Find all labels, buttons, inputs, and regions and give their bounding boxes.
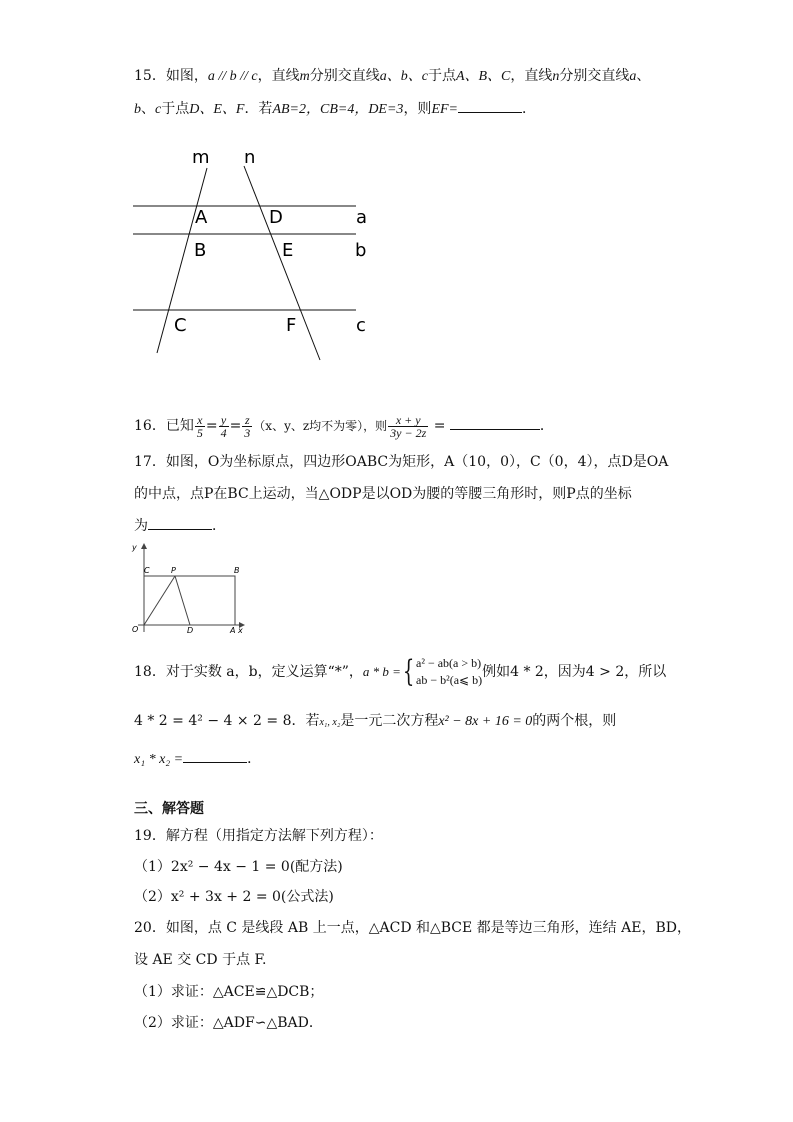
q18-piecewise (416, 655, 482, 689)
frac-num: y (219, 414, 229, 427)
q18-text: ． (247, 751, 262, 767)
section-title: 三、解答题 (134, 801, 204, 817)
q15-text: ，直线 (510, 68, 553, 84)
label-E: E (282, 240, 294, 261)
segment-OP (144, 576, 175, 625)
label-D: D (187, 626, 194, 635)
label-P: P (171, 566, 176, 575)
q15-parallel: a // b // c (207, 69, 258, 84)
q18-case2: ab − b²(a⩽ b) (416, 673, 483, 687)
q18-line2 (134, 711, 616, 733)
label-c: c (356, 315, 366, 336)
q20-part1: （1）求证：△ACE≌△DCB； (134, 984, 324, 1000)
q16-answer-blank[interactable] (450, 415, 540, 430)
q15-text: 于点 (161, 101, 190, 117)
label-O: O (132, 625, 139, 634)
rect-OABC (144, 576, 235, 625)
q18-text: 18．对于实数 a，b，定义运算“*”， (134, 664, 363, 680)
label-A: A (230, 626, 236, 635)
q15-text: ，直线 (257, 68, 300, 84)
q15-text: 分别交直线 (309, 68, 380, 84)
q15-ef: EF= (431, 102, 458, 117)
frac-num: x (195, 414, 205, 427)
q19-part1: （1）2x² − 4x − 1 = 0(配方法) (134, 859, 343, 875)
line-n (244, 166, 320, 360)
frac-den: 3y − 2z (390, 425, 427, 440)
q15-text: 、 (141, 101, 155, 117)
q16-frac-x5 (195, 414, 205, 439)
q17-line1: 17．如图，O为坐标原点，四边形OABC为矩形，A（10，0），C（0，4），点D是OA (134, 454, 669, 470)
q15-m: m (299, 69, 310, 84)
q15-text: ．若 (244, 101, 273, 117)
label-n: n (244, 147, 256, 168)
q15-text: ，则 (403, 101, 432, 117)
q16-frac-z3 (242, 414, 252, 439)
q18-expr: x₁ * x₂ = (134, 752, 184, 767)
q15-lines-abc: a、b、c (379, 69, 428, 84)
q15-a: a (629, 69, 637, 84)
q15-n: n (552, 69, 560, 84)
y-arrow (141, 543, 147, 549)
q16-condition: （x、y、z均不为零），则 (253, 419, 388, 433)
label-F: F (286, 315, 297, 336)
q15-text: 、 (636, 68, 651, 84)
q17-line2: 的中点，点P在BC上运动，当△ODP是以OD为腰的等腰三角形时，则P点的坐标 (134, 486, 632, 502)
q15-points-def: D、E、F (189, 102, 245, 117)
q15-answer-blank[interactable] (458, 98, 522, 113)
label-x: x (238, 626, 243, 635)
q18-line1 (134, 652, 666, 692)
q17-text: 为 (134, 518, 148, 534)
q17-figure (128, 540, 253, 640)
q15-line1 (134, 66, 650, 87)
label-C: C (174, 315, 187, 336)
q18-line3 (134, 748, 261, 770)
label-B: B (234, 566, 240, 575)
q15-text: 分别交直线 (559, 68, 630, 84)
q16-eq: = (229, 418, 242, 434)
q18-case1: a² − ab(a > b) (416, 656, 482, 670)
q18-answer-blank[interactable] (183, 748, 247, 763)
label-B: B (194, 240, 207, 261)
q15-figure (128, 140, 388, 370)
frac-den: 3 (244, 425, 251, 440)
q15-condition: AB=2，CB=4，DE=3 (272, 102, 404, 117)
q18-text: 的两个根，则 (532, 713, 617, 729)
label-b: b (355, 240, 367, 261)
q15-text: 于点 (427, 68, 456, 84)
segment-PD (175, 576, 190, 625)
q17-line3 (134, 515, 226, 536)
q17-answer-blank[interactable] (148, 515, 212, 530)
frac-num: x + y (388, 414, 428, 427)
q16-text: 16．已知 (134, 418, 194, 434)
label-a: a (356, 207, 368, 228)
q18-text: 是一元二次方程 (340, 713, 439, 729)
label-C: C (144, 566, 150, 575)
q17-text: ． (212, 518, 226, 534)
q15-b: b (134, 102, 141, 117)
q18-roots: x₁, x₂ (319, 717, 341, 728)
q18-example: 例如4 * 2，因为4 > 2，所以 (482, 664, 667, 680)
q18-text: 4 * 2 = 4² − 4 × 2 = 8．若 (134, 713, 320, 729)
q15-c: c (155, 102, 162, 117)
label-A: A (195, 207, 208, 228)
brace-icon: { (402, 654, 415, 689)
frac-den: 4 (220, 425, 227, 440)
q15-text: ． (522, 101, 536, 117)
q16-frac-y4 (219, 414, 229, 439)
q18-definition: a * b = (362, 664, 401, 679)
frac-num: z (242, 414, 252, 427)
q20-line2: 设 AE 交 CD 于点 F. (134, 952, 267, 968)
q16-frac-result (388, 414, 428, 439)
frac-den: 5 (196, 425, 203, 440)
label-m: m (192, 147, 210, 168)
q19-title: 19．解方程（用指定方法解下列方程）： (134, 828, 383, 844)
label-y: y (132, 543, 137, 552)
q16-text: ． (539, 418, 554, 434)
label-D: D (269, 207, 283, 228)
q15-points-abc: A、B、C (455, 69, 511, 84)
q20-part2: （2）求证：△ADF∽△BAD． (134, 1015, 323, 1031)
q16-line (134, 412, 554, 440)
q16-eq: = (429, 418, 450, 434)
q18-equation: x² − 8x + 16 = 0 (438, 714, 533, 729)
q20-line1: 20．如图，点 C 是线段 AB 上一点，△ACD 和△BCE 都是等边三角形，连结 AE，BD， (134, 920, 691, 936)
q16-eq: = (205, 418, 218, 434)
q15-line2 (134, 98, 536, 120)
q15-text: 15．如图， (134, 68, 208, 84)
q19-part2: （2）x² + 3x + 2 = 0(公式法) (134, 889, 334, 905)
